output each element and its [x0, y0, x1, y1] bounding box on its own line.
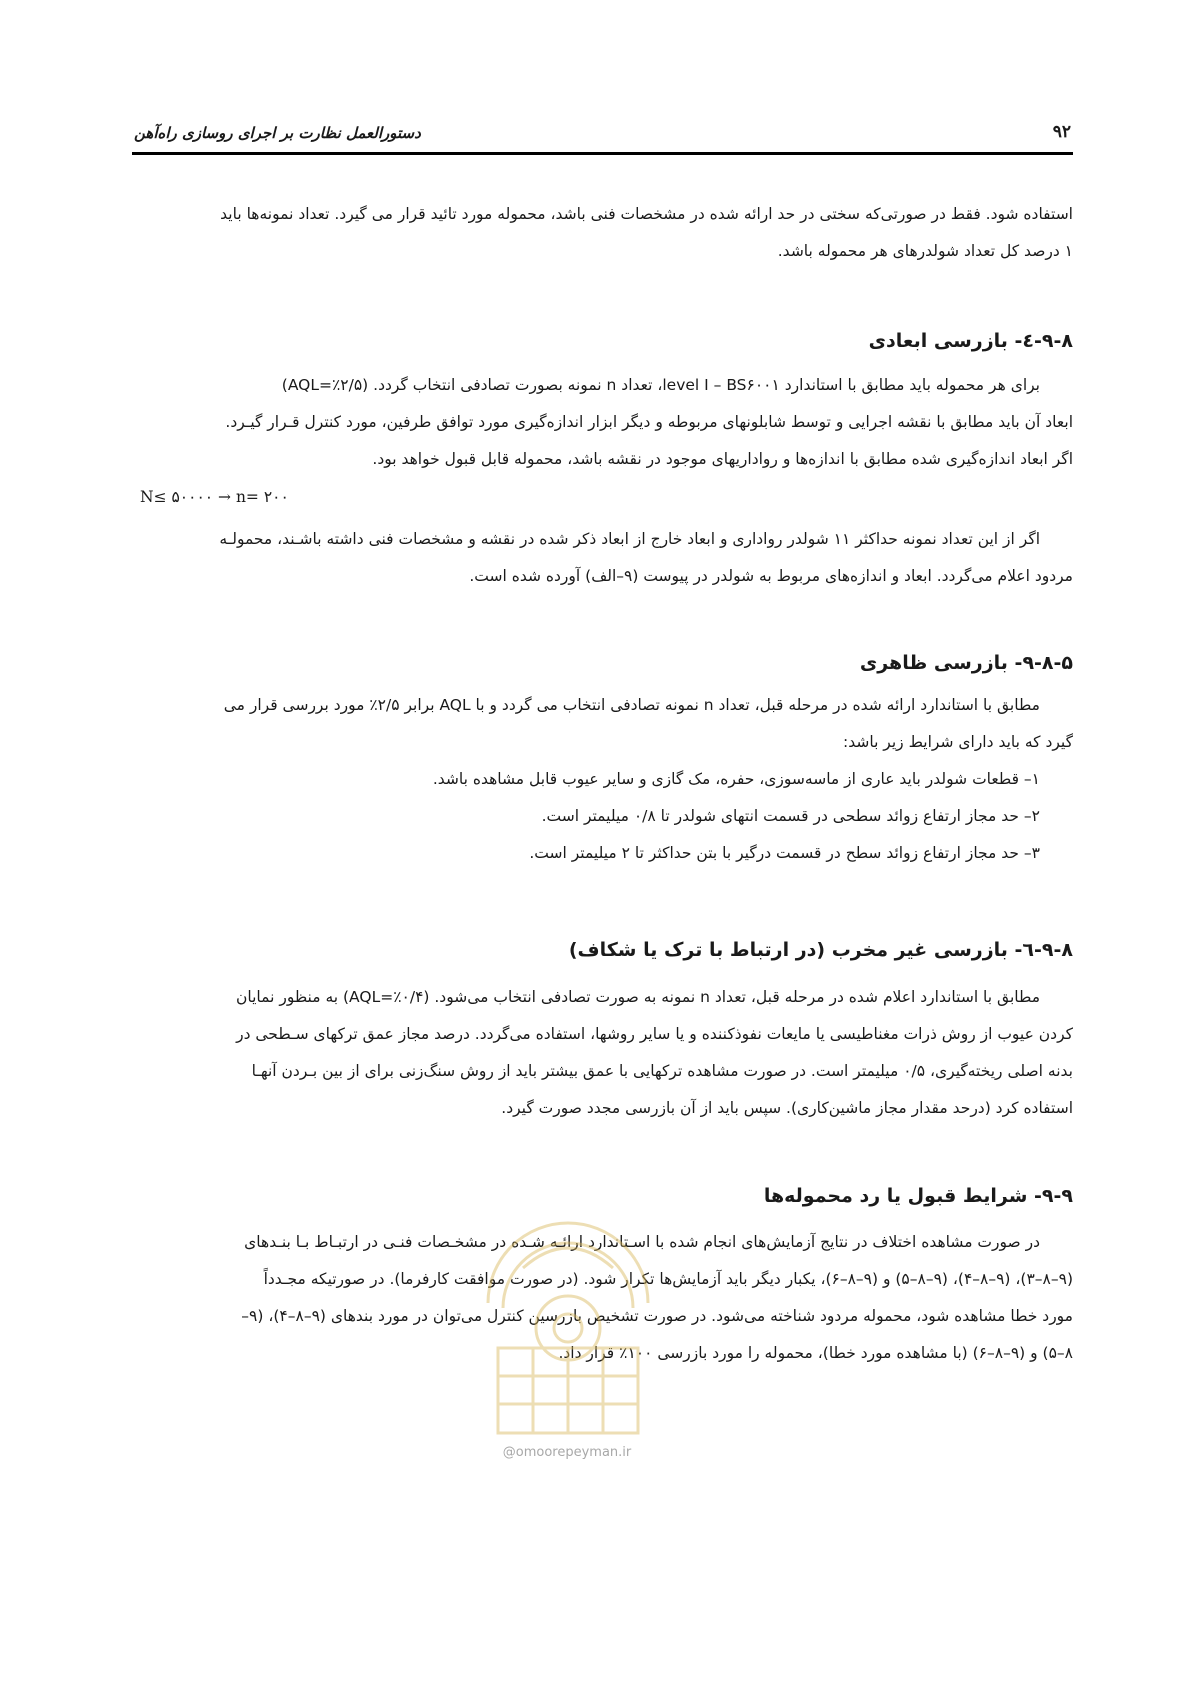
section-heading-visual: ۹-۸-۵- بازرسی ظاهری	[859, 652, 1073, 674]
text-line: مورد خطا مشاهده شود، محموله مردود شناخته می‌شود. در صورت تشخیص بازرسین کنترل می‌توان در مورد بندهای (۹–۸–۴)، (۹–	[241, 1307, 1073, 1325]
text-line: گیرد که باید دارای شرایط زیر باشد:	[843, 733, 1073, 751]
list-item: ۱– قطعات شولدر باید عاری از ماسه‌سوزی، حفره، مک گازی و سایر عیوب قابل مشاهده باشد.	[432, 770, 1040, 788]
text-line: در صورت مشاهده اختلاف در نتایج آزمایش‌های انجام شده با اسـتاندارد ارائـه شـده در مشخـصات فنـی در ارتبـاط بـا بنـدهای	[244, 1233, 1040, 1251]
text-line: ۱ درصد کل تعداد شولدرهای هر محموله باشد.	[777, 242, 1073, 260]
list-item: ۲– حد مجاز ارتفاع زوائد سطحی در قسمت انتهای شولدر تا ۰/۸ میلیمتر است.	[541, 807, 1040, 825]
ndt-paragraph	[140, 979, 1073, 1127]
text-line: اگر ابعاد اندازه‌گیری شده مطابق با اندازه‌ها و رواداریهای موجود در نقشه باشد، محموله قابل قبول خواهد بود.	[372, 450, 1073, 468]
intro-paragraph	[140, 196, 1073, 270]
running-title: دستورالعمل نظارت بر اجرای روسازی راه‌آهن	[134, 124, 421, 142]
watermark-logo	[468, 1208, 668, 1448]
sample-size-formula: N≤ ۵۰۰۰۰ → n= ۲۰۰	[140, 488, 289, 506]
list-item: ۳– حد مجاز ارتفاع زوائد سطح در قسمت درگیر با بتن حداکثر تا ۲ میلیمتر است.	[529, 844, 1040, 862]
section-heading-dimensional: ۹-۸-٤- بازرسی ابعادی	[868, 330, 1073, 352]
section-heading-acceptance: ۹-۹- شرایط قبول یا رد محموله‌ها	[763, 1185, 1073, 1207]
section-heading-ndt: ۹-۸-٦- بازرسی غیر مخرب (در ارتباط با ترک یا شکاف)	[568, 939, 1073, 961]
text-line: کردن عیوب از روش ذرات مغناطیسی یا مایعات نفوذکننده و یا سایر روشها، استفاده می‌گردد. درصد مجاز عمق ترکهای سـطحی در	[236, 1025, 1073, 1043]
page-header	[132, 122, 1073, 155]
text-line: (۹–۸–۳)، (۹–۸–۴)، (۹–۸–۵) و (۹–۸–۶)، یکبار دیگر باید آزمایش‌ها تکرار شود. (در صورت موافقت کارفرما). در صورتیکه مجـدداً	[263, 1270, 1073, 1288]
page-number: ۹۲	[1052, 122, 1071, 142]
dimensional-paragraph-2	[140, 521, 1073, 595]
text-line: مردود اعلام می‌گردد. ابعاد و اندازه‌های مربوط به شولدر در پیوست (۹–الف) آورده شده است.	[469, 567, 1073, 585]
text-line: ۸–۵) و (۹–۸–۶) (با مشاهده مورد خطا)، محموله را مورد بازرسی ۱۰۰٪ قرار داد.	[558, 1344, 1073, 1362]
text-line: مطابق با استاندارد اعلام شده در مرحله قبل، تعداد n نمونه به صورت تصادفی انتخاب می‌شود. (AQL=٪۰/۴) به منظور نمایان	[235, 988, 1040, 1006]
text-line: ابعاد آن باید مطابق با نقشه اجرایی و توسط شابلونهای مربوطه و دیگر ابزار اندازه‌گیری مورد توافق طرفین، مورد کنترل قـرار گیـرد.	[225, 413, 1073, 431]
text-line: برای هر محموله باید مطابق با استاندارد level I – BS۶۰۰۱، تعداد n نمونه بصورت تصادفی انتخاب گردد. (AQL=٪۲/۵)	[281, 376, 1040, 394]
text-line: استفاده کرد (درحد مقدار مجاز ماشین‌کاری). سپس باید از آن بازرسی مجدد صورت گیرد.	[501, 1099, 1073, 1117]
watermark-url: @omoorepeyman.ir	[502, 1445, 632, 1460]
visual-paragraph	[140, 687, 1073, 872]
text-line: بدنه اصلی ریخته‌گیری، ۰/۵ میلیمتر است. در صورت مشاهده ترکهایی با عمق بیشتر باید از روش سنگ‌زنی برای از بین بـردن آنهـا	[251, 1062, 1073, 1080]
text-line: اگر از این تعداد نمونه حداکثر ۱۱ شولدر رواداری و ابعاد خارج از ابعاد ذکر شده در نقشه و مشخصات فنی داشته باشـند، محمولـه	[219, 530, 1040, 548]
dimensional-paragraph-1	[140, 367, 1073, 478]
text-line: مطابق با استاندارد ارائه شده در مرحله قبل، تعداد n نمونه تصادفی انتخاب می گردد و با AQL برابر ۲/۵٪ مورد بررسی قرار می	[223, 696, 1040, 714]
text-line: استفاده شود. فقط در صورتی‌که سختی در حد ارائه شده در مشخصات فنی باشد، محموله مورد تائید قرار می گیرد. تعداد نمونه‌ها باید	[220, 205, 1073, 223]
